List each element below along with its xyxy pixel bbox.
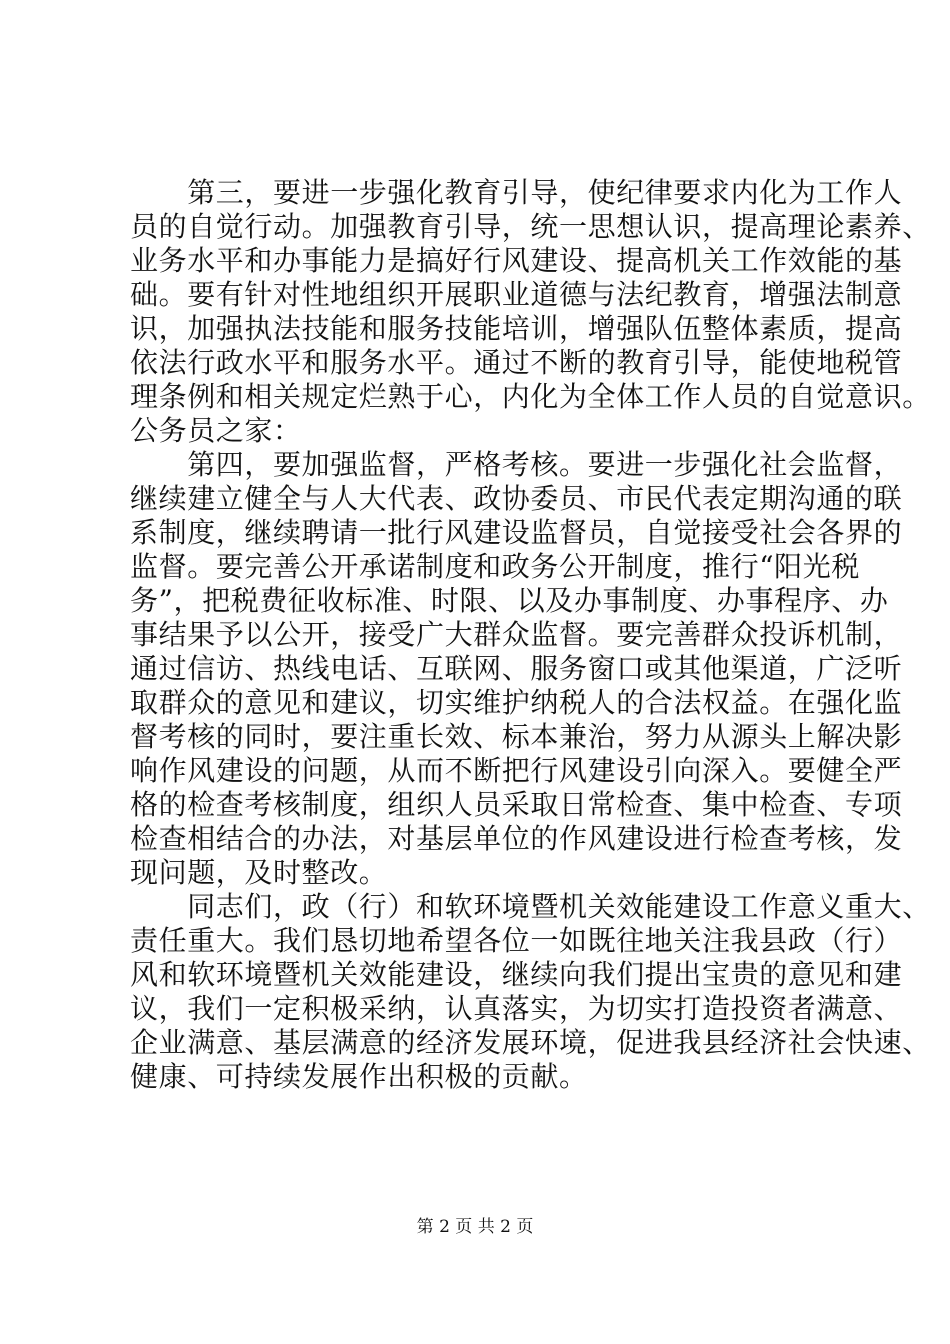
text-line: 事结果予以公开，接受广大群众监督。要完善群众投诉机制， [130, 618, 903, 651]
text-line: 责任重大。我们恳切地希望各位一如既往地关注我县政（行） [130, 924, 903, 957]
text-line: 响作风建设的问题，从而不断把行风建设引向深入。要健全严 [130, 754, 903, 787]
text-line: 督考核的同时，要注重长效、标本兼治，努力从源头上解决影 [130, 720, 903, 753]
text-line: 健康、可持续发展作出积极的贡献。 [130, 1060, 588, 1093]
text-line: 取群众的意见和建议，切实维护纳税人的合法权益。在强化监 [130, 686, 903, 719]
text-line: 理条例和相关规定烂熟于心，内化为全体工作人员的自觉意识。 [130, 380, 931, 413]
text-line: 础。要有针对性地组织开展职业道德与法纪教育，增强法制意 [130, 278, 903, 311]
text-line: 识，加强执法技能和服务技能培训，增强队伍整体素质，提高 [130, 312, 903, 345]
text-line: 格的检查考核制度，组织人员采取日常检查、集中检查、专项 [130, 788, 903, 821]
text-line: 检查相结合的办法，对基层单位的作风建设进行检查考核，发 [130, 822, 903, 855]
text-line: 业务水平和办事能力是搞好行风建设、提高机关工作效能的基 [130, 244, 903, 277]
text-line: 务”，把税费征收标准、时限、以及办事制度、办事程序、办 [130, 584, 889, 617]
text-line: 监督。要完善公开承诺制度和政务公开制度，推行“阳光税 [130, 550, 860, 583]
text-line: 风和软环境暨机关效能建设，继续向我们提出宝贵的意见和建 [130, 958, 903, 991]
text-line: 企业满意、基层满意的经济发展环境，促进我县经济社会快速、 [130, 1026, 931, 1059]
text-line: 第四，要加强监督，严格考核。要进一步强化社会监督， [130, 448, 903, 481]
text-line: 员的自觉行动。加强教育引导，统一思想认识，提高理论素养、 [130, 210, 931, 243]
text-line: 通过信访、热线电话、互联网、服务窗口或其他渠道，广泛听 [130, 652, 903, 685]
text-line: 第三，要进一步强化教育引导，使纪律要求内化为工作人 [130, 176, 903, 209]
text-line: 公务员之家： [130, 414, 302, 447]
text-line: 继续建立健全与人大代表、政协委员、市民代表定期沟通的联 [130, 482, 903, 515]
text-line: 同志们，政（行）和软环境暨机关效能建设工作意义重大、 [130, 890, 931, 923]
page-footer: 第 2 页 共 2 页 [416, 1217, 534, 1237]
text-line: 依法行政水平和服务水平。通过不断的教育引导，能使地税管 [130, 346, 903, 379]
text-line: 系制度，继续聘请一批行风建设监督员，自觉接受社会各界的 [130, 516, 903, 549]
text-line: 议，我们一定积极采纳，认真落实，为切实打造投资者满意、 [130, 992, 903, 1025]
text-line: 现问题，及时整改。 [130, 856, 388, 889]
